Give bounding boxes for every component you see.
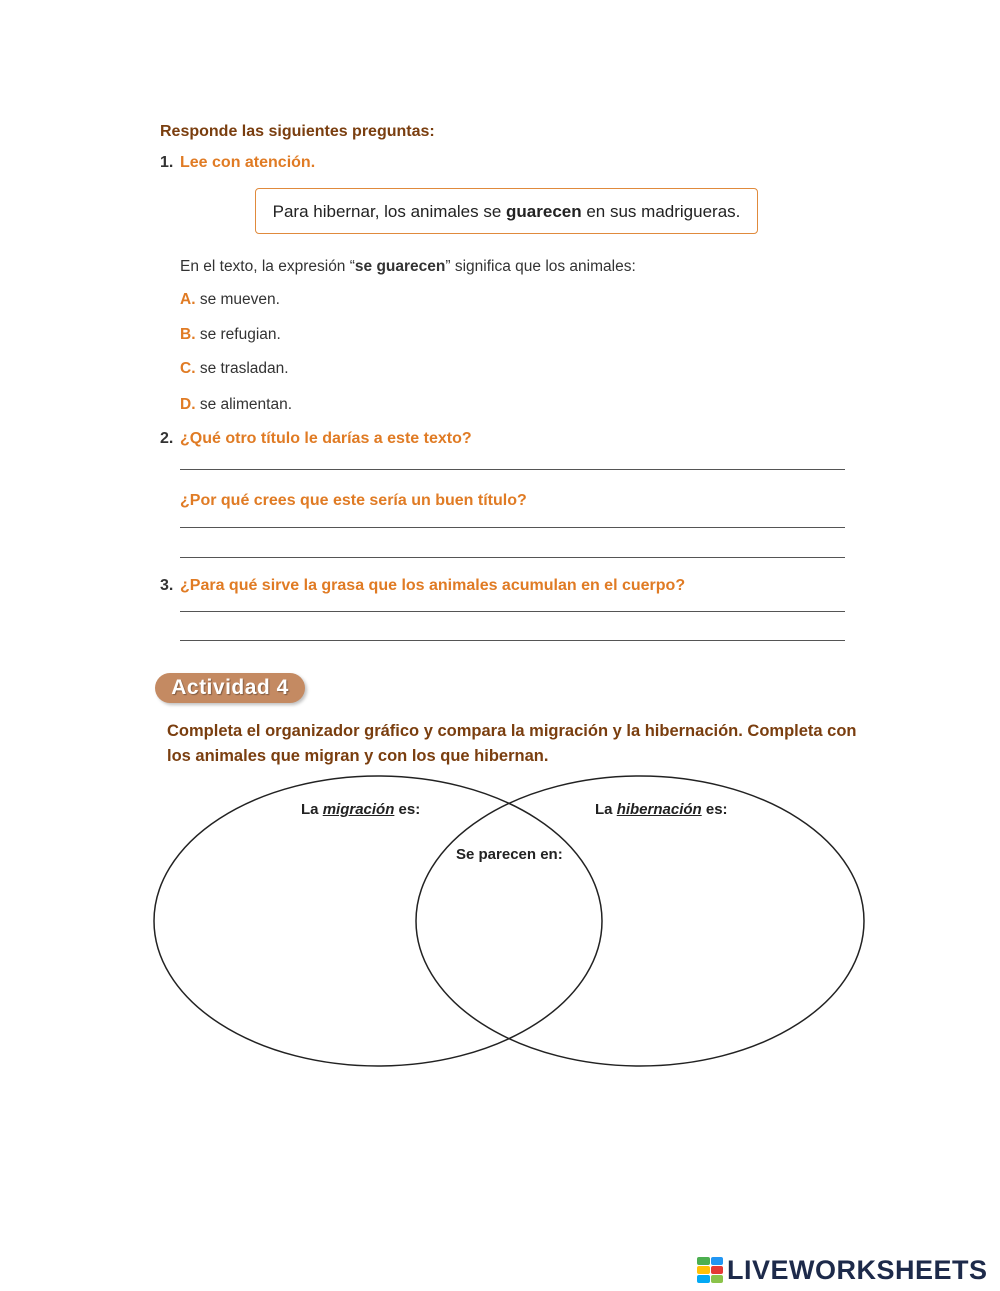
venn-right-label bbox=[595, 801, 728, 818]
venn-left-post: es: bbox=[394, 801, 421, 818]
activity-instruction-line-1: Completa el organizador gráfico y compara la migración y la hibernación. Completa con bbox=[167, 722, 857, 740]
q2-prompt: ¿Qué otro título le darías a este texto? bbox=[180, 430, 472, 447]
option-letter: C. bbox=[180, 360, 196, 377]
venn-center-label: Se parecen en: bbox=[456, 846, 563, 863]
option-text: se trasladan. bbox=[199, 360, 289, 377]
q1-prompt: Lee con atención. bbox=[180, 154, 316, 171]
quote-text-before: Para hibernar, los animales se bbox=[272, 202, 507, 221]
activity-badge: Actividad 4 bbox=[155, 673, 305, 703]
q2-followup: ¿Por qué crees que este sería un buen título? bbox=[180, 492, 527, 509]
liveworksheets-logo[interactable] bbox=[697, 1255, 988, 1285]
logo-mark-icon bbox=[697, 1257, 723, 1283]
venn-right-pre: La bbox=[595, 801, 617, 818]
venn-right-circle bbox=[416, 776, 864, 1066]
q2-number: 2. bbox=[160, 430, 174, 447]
activity-instruction-line-2: los animales que migran y con los que hibernan. bbox=[167, 747, 549, 765]
section-heading: Responde las siguientes preguntas: bbox=[160, 123, 435, 140]
venn-right-word: hibernación bbox=[616, 801, 702, 818]
venn-left-label bbox=[301, 801, 420, 818]
option-text: se mueven. bbox=[199, 291, 280, 308]
logo-text: LIVEWORKSHEETS bbox=[727, 1254, 988, 1285]
venn-right-post: es: bbox=[701, 801, 728, 818]
q1-stem-bold: se guarecen bbox=[354, 258, 446, 275]
q1-stem-before: En el texto, la expresión “ bbox=[180, 258, 355, 275]
quote-text-after: en sus madrigueras. bbox=[581, 202, 741, 221]
venn-left-circle bbox=[154, 776, 602, 1066]
option-letter: B. bbox=[180, 326, 196, 343]
q1-number: 1. bbox=[160, 154, 174, 171]
option-letter: A. bbox=[180, 291, 196, 308]
option-text: se refugian. bbox=[199, 326, 281, 343]
option-letter: D. bbox=[180, 396, 196, 413]
quote-text-bold: guarecen bbox=[506, 202, 582, 221]
option-text: se alimentan. bbox=[199, 396, 293, 413]
venn-left-word: migración bbox=[322, 801, 395, 818]
q3-prompt: ¿Para qué sirve la grasa que los animales acumulan en el cuerpo? bbox=[180, 577, 686, 594]
q3-number: 3. bbox=[160, 577, 174, 594]
q1-stem-after: ” significa que los animales: bbox=[445, 258, 636, 275]
venn-left-pre: La bbox=[301, 801, 323, 818]
